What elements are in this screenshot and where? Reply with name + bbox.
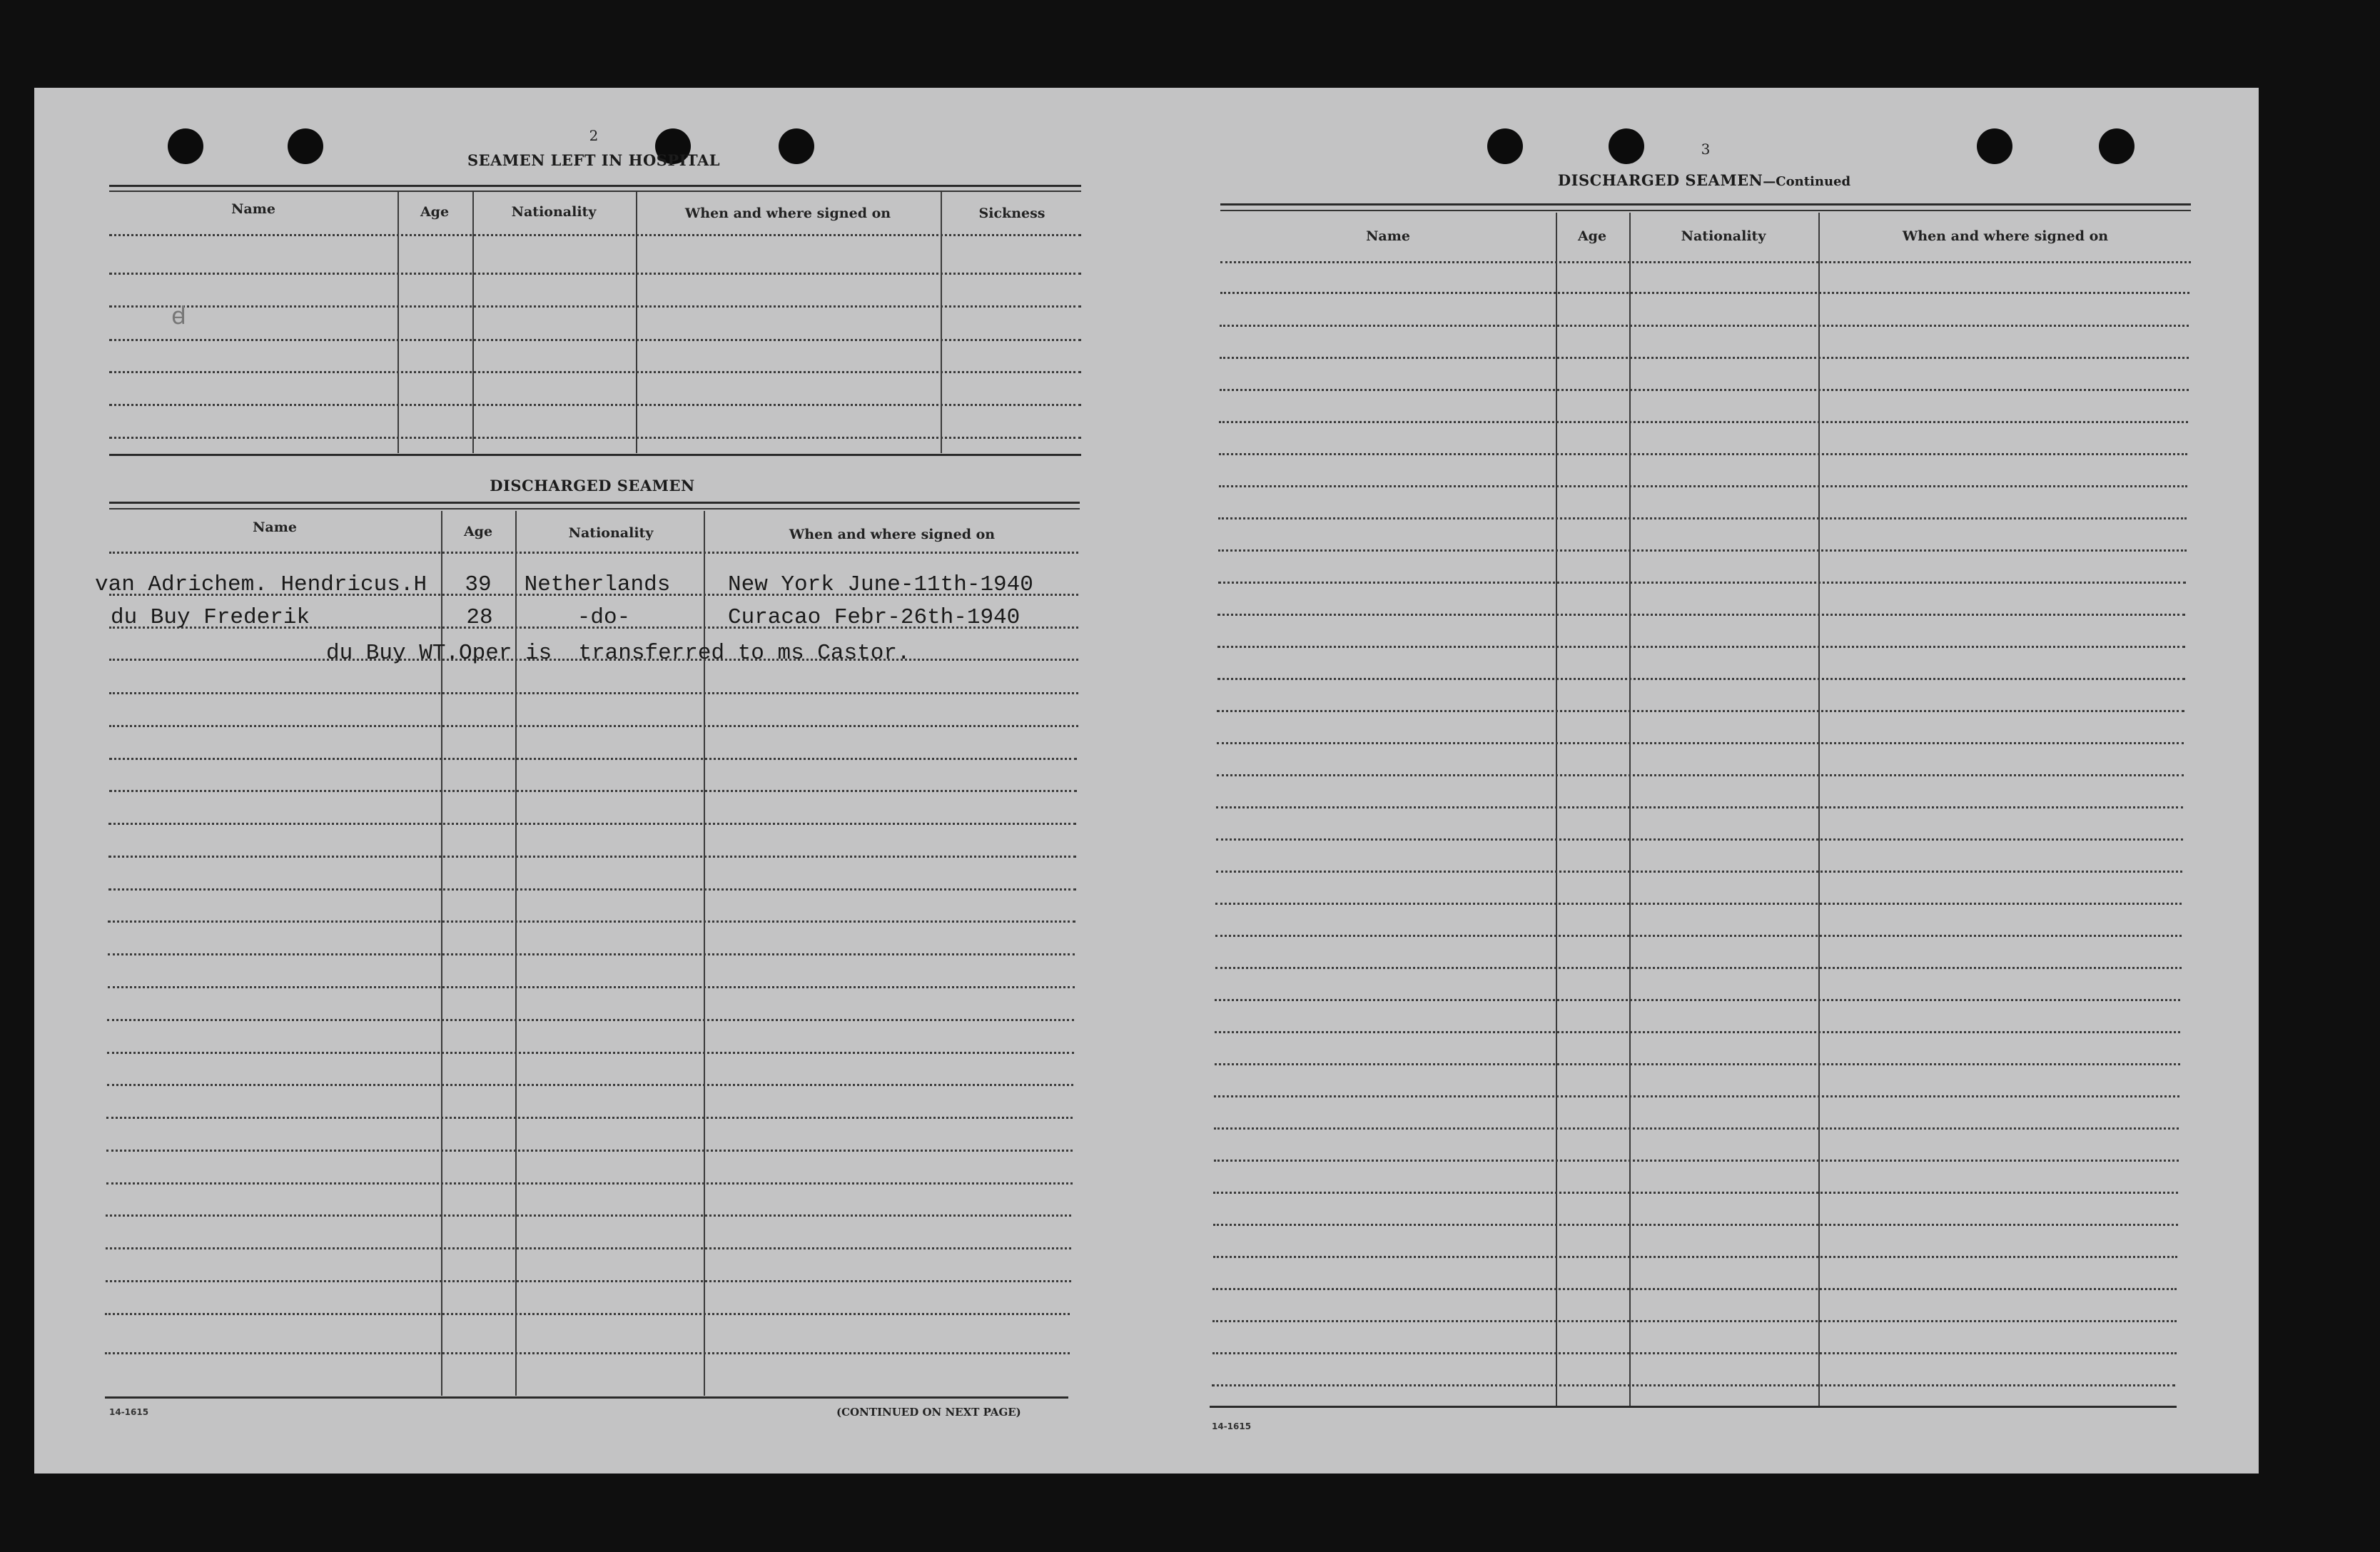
seaman-name: du Buy Frederik [111, 605, 310, 630]
column-header-name: Name [231, 201, 275, 217]
table-rule [109, 508, 1080, 509]
hospital-section-title: SEAMEN LEFT IN HOSPITAL [467, 151, 721, 169]
punch-hole [2099, 128, 2135, 164]
row-line [109, 790, 1077, 792]
table-rule [1210, 1406, 2177, 1408]
page-number: 2 [589, 127, 599, 144]
row-line [109, 437, 1081, 439]
row-line [108, 888, 1076, 891]
row-line [107, 1084, 1073, 1086]
row-line [106, 1182, 1073, 1185]
row-line [1215, 935, 2182, 937]
row-line [1217, 678, 2185, 680]
column-header-nationality: Nationality [511, 204, 597, 220]
seaman-nationality: -do- [577, 605, 631, 630]
punch-hole [1977, 128, 2012, 164]
column-header-sickness: Sickness [978, 206, 1045, 221]
row-line [1215, 903, 2182, 905]
row-line [1215, 967, 2182, 969]
column-divider [1818, 213, 1820, 1406]
table-rule [109, 502, 1080, 504]
row-line [1215, 999, 2180, 1001]
paper-sheet [34, 88, 2259, 1474]
row-line [1217, 710, 2184, 712]
row-line [109, 234, 1081, 236]
continued-note: (CONTINUED ON NEXT PAGE) [836, 1406, 1021, 1419]
row-line [1212, 1352, 2177, 1354]
section-title: DISCHARGED SEAMEN [1557, 171, 1763, 189]
row-line [1219, 453, 2187, 455]
row-line [1216, 838, 2183, 841]
row-line [105, 1313, 1070, 1315]
row-line [1214, 1095, 2179, 1097]
table-rule [1220, 210, 2191, 211]
row-line [1215, 1031, 2180, 1033]
table-rule [105, 1396, 1068, 1399]
seaman-nationality: Netherlands [524, 572, 671, 597]
row-line [1218, 517, 2187, 519]
row-line [1218, 582, 2186, 584]
table-rule [109, 191, 1081, 192]
row-line [109, 305, 1081, 308]
row-line [109, 371, 1081, 373]
table-rule [109, 185, 1081, 187]
column-header-nationality: Nationality [1681, 228, 1766, 244]
row-line [105, 1352, 1070, 1354]
row-line [106, 1150, 1073, 1152]
row-line [1219, 421, 2188, 423]
row-line [109, 273, 1081, 275]
page-number: 3 [1701, 141, 1711, 158]
seaman-age: 39 [465, 572, 492, 597]
seaman-name: van Adrichem. Hendricus.H [95, 572, 427, 597]
column-header-signed-on: When and where signed on [789, 527, 996, 542]
table-rule [1220, 203, 2191, 206]
column-divider [636, 192, 637, 453]
section-title-suffix: —Continued [1763, 174, 1851, 189]
seaman-age: 28 [466, 605, 493, 630]
row-line [106, 1214, 1071, 1217]
row-line [1218, 549, 2187, 552]
row-line [1215, 1063, 2180, 1065]
row-line [1213, 1192, 2178, 1194]
row-line [1217, 614, 2185, 616]
row-line [106, 1280, 1071, 1282]
column-header-age: Age [463, 524, 493, 539]
column-header-name: Name [1366, 228, 1410, 244]
column-header-nationality: Nationality [568, 525, 654, 541]
row-line [1219, 485, 2187, 487]
row-line [1214, 1160, 2179, 1162]
column-divider [397, 192, 399, 453]
row-line [1220, 357, 2189, 359]
row-line [1216, 806, 2183, 808]
punch-hole [288, 128, 323, 164]
row-line [1216, 871, 2182, 873]
punch-hole [168, 128, 203, 164]
row-line [1213, 1224, 2178, 1226]
punch-hole [1609, 128, 1644, 164]
seaman-signed-on: Curacao Febr-26th-1940 [728, 605, 1021, 630]
column-divider [1556, 213, 1557, 1406]
row-line [1220, 325, 2189, 327]
form-number: 14-1615 [1212, 1421, 1252, 1431]
discharged-continued-title [1558, 171, 1850, 189]
row-line [1220, 389, 2189, 391]
row-line [1212, 1288, 2177, 1290]
row-line [109, 404, 1081, 406]
column-divider [941, 192, 942, 453]
row-line [1217, 774, 2184, 776]
punch-hole [779, 128, 814, 164]
row-line [108, 856, 1076, 858]
row-line [108, 986, 1075, 988]
ink-smudge: ꟈ [171, 302, 186, 330]
column-divider [1629, 213, 1631, 1406]
row-line [108, 920, 1075, 923]
punch-hole [1487, 128, 1523, 164]
row-line [1220, 261, 2191, 263]
row-line [107, 1019, 1074, 1021]
row-line [1217, 646, 2185, 648]
column-header-name: Name [253, 519, 297, 535]
row-line [1214, 1127, 2179, 1130]
column-divider [472, 192, 474, 453]
row-line [1213, 1256, 2177, 1258]
column-header-signed-on: When and where signed on [1902, 228, 2109, 244]
seaman-signed-on: New York June-11th-1940 [728, 572, 1033, 597]
row-line [109, 725, 1078, 727]
row-line [107, 1052, 1074, 1054]
row-line [108, 823, 1076, 825]
discharged-section-title: DISCHARGED SEAMEN [490, 477, 695, 494]
column-header-age: Age [420, 204, 450, 220]
row-line [109, 758, 1077, 760]
row-line [109, 692, 1078, 694]
row-line [1217, 742, 2184, 744]
row-line [1212, 1320, 2177, 1322]
row-line [108, 953, 1075, 955]
row-line [109, 339, 1081, 341]
table-rule [109, 454, 1081, 456]
row-line [1212, 1384, 2175, 1386]
transfer-note: du Buy WT.Oper is transferred to ms Castor. [326, 641, 911, 666]
form-number: 14-1615 [109, 1407, 149, 1417]
column-header-signed-on: When and where signed on [684, 206, 891, 221]
row-line [109, 552, 1078, 554]
row-line [106, 1117, 1073, 1119]
column-header-age: Age [1577, 228, 1607, 244]
row-line [1220, 292, 2189, 294]
row-line [106, 1247, 1071, 1249]
